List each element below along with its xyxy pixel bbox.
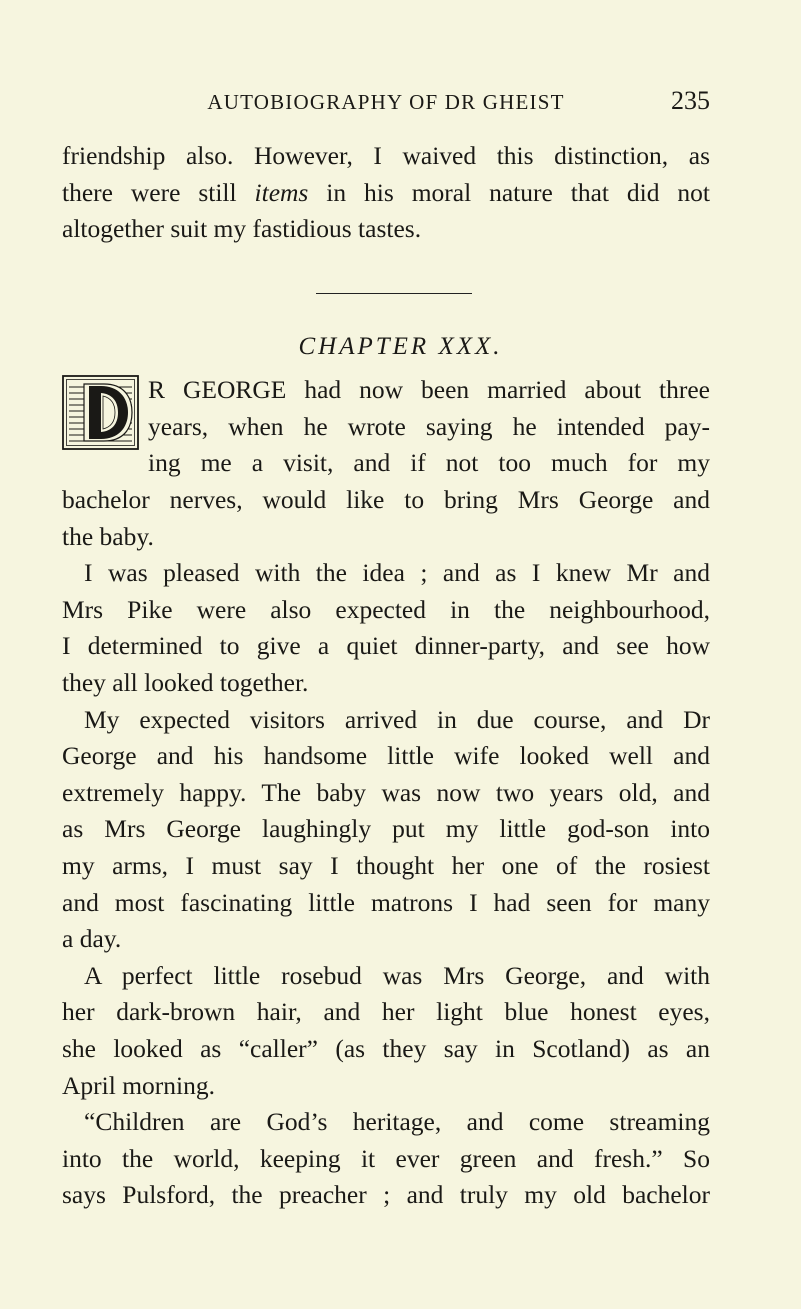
text-line: her dark-brown hair, and her light blue honest eyes, [62, 997, 710, 1027]
text-line: I determined to give a quiet dinner-party, and see how [62, 631, 710, 661]
text-line: and most fascinating little matrons I had seen for many [62, 887, 710, 917]
body-text [62, 482, 710, 1214]
text-line: Mrs Pike were also expected in the neighbourhood, [62, 594, 710, 624]
text-line: as Mrs George laughingly put my little god-son into [62, 814, 710, 844]
text-line: years, when he wrote saying he intended pay- [148, 411, 710, 441]
text-line: My expected visitors arrived in due course, and Dr [84, 704, 710, 734]
text-line: ing me a visit, and if not too much for my [148, 448, 710, 478]
page-number: 235 [671, 86, 710, 115]
text-line: friendship also. However, I waived this distinction, as [62, 141, 710, 170]
text-line: a day. [62, 924, 122, 954]
text-line: A perfect little rosebud was Mrs George, and with [84, 960, 710, 990]
italic-word: items [254, 177, 309, 207]
text-line: bachelor nerves, would like to bring Mrs George and [62, 485, 710, 514]
text-line: I was pleased with the idea ; and as I knew Mr and [84, 558, 710, 588]
text-line: R GEORGE had now been married about three [148, 375, 710, 404]
text-line: says Pulsford, the preacher ; and truly my old bachelor [62, 1180, 710, 1210]
opening-paragraph [62, 138, 710, 248]
text-segment: there were still [62, 177, 255, 207]
running-title: AUTOBIOGRAPHY OF DR GHEIST [207, 90, 565, 114]
text-line: my arms, I must say I thought her one of the rosiest [62, 850, 710, 880]
chapter-title: CHAPTER XXX. [298, 333, 503, 360]
section-divider [316, 293, 472, 294]
ornamental-drop-cap [62, 375, 139, 450]
text-line: extremely happy. The baby was now two years old, and [62, 777, 710, 807]
text-line: George and his handsome little wife looked well and [62, 741, 710, 771]
text-line: April morning. [62, 1070, 215, 1100]
text-line: altogether suit my fastidious tastes. [62, 214, 422, 244]
first-paragraph-start [148, 372, 710, 482]
text-line: the baby. [62, 521, 154, 551]
text-line: they all looked together. [62, 667, 309, 697]
running-header [62, 86, 710, 120]
text-line: into the world, keeping it ever green and fresh.” So [62, 1143, 710, 1173]
text-line-with-italic [62, 175, 710, 212]
text-line: she looked as “caller” (as they say in Scotland) as an [62, 1033, 710, 1063]
text-segment: in his moral nature that did not [308, 177, 710, 207]
text-line: “Children are God’s heritage, and come streaming [84, 1107, 710, 1137]
